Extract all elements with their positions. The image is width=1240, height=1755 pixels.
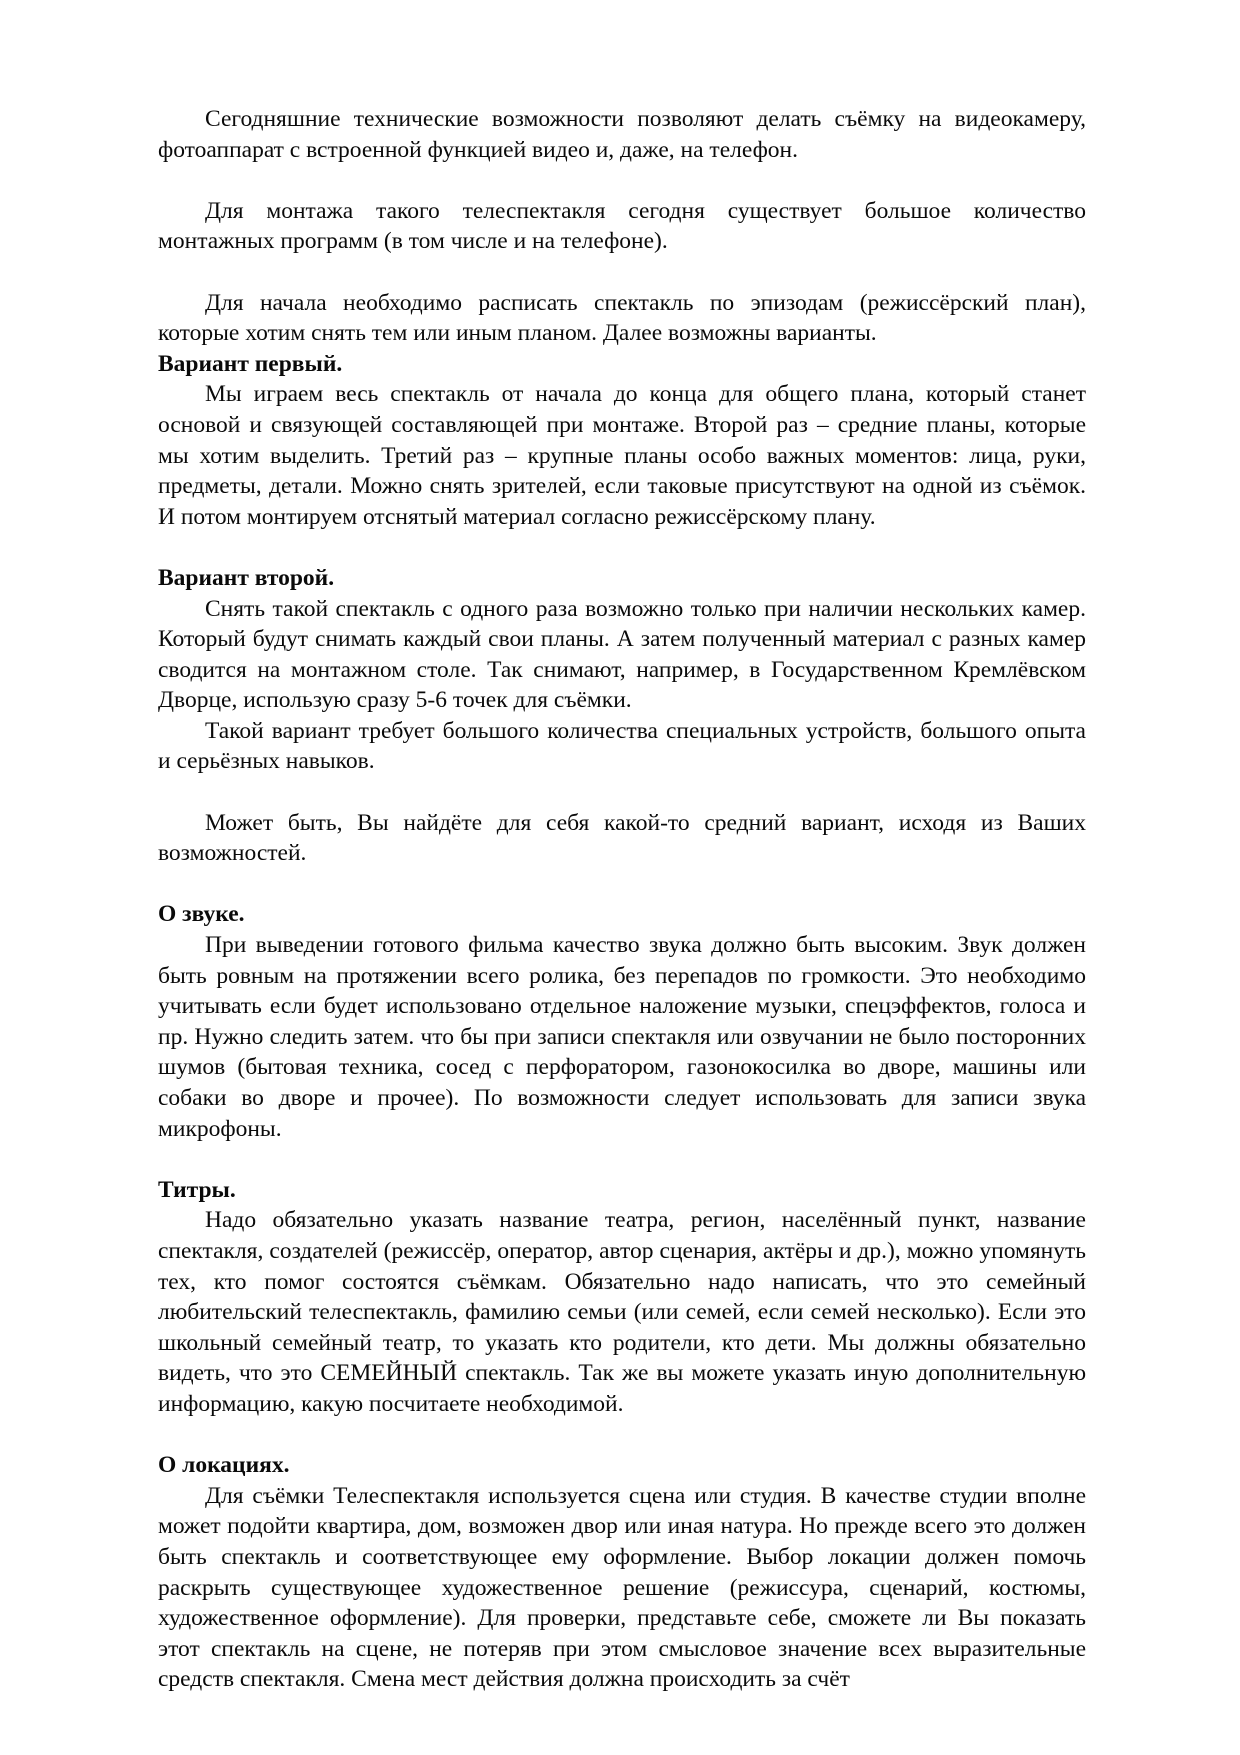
paragraph-spacer <box>158 1420 1086 1451</box>
section-heading: О звуке. <box>158 901 245 928</box>
section-heading: Титры. <box>158 1176 236 1203</box>
body-paragraph: Может быть, Вы найдёте для себя какой-то средний вариант, исходя из Ваших возможностей. <box>158 809 1086 867</box>
section-heading: Вариант первый. <box>158 350 343 377</box>
body-paragraph: Надо обязательно указать название театра, регион, населённый пункт, название спектакля, создателей (режиссёр, оператор, автор сценария, актёры и др.), можно упомянуть тех, кто помог состоятся съёмкам. Обязательно надо написать, что это семейный любительский телеспектакль, фамилию семьи (или семей, если семей несколько). Если это школьный семейный театр, то указать кто родители, кто дети. Мы должны обязательно видеть, что это СЕМЕЙНЫЙ спектакль. Так же вы можете указать иную дополнительную информацию, какую посчитаете необходимой. <box>158 1207 1086 1417</box>
body-paragraph: Для монтажа такого телеспектакля сегодня существует большое количество монтажных программ (в том числе и на телефоне). <box>158 197 1086 255</box>
body-paragraph: Снять такой спектакль с одного раза возможно только при наличии нескольких камер. Который будут снимать каждый свои планы. А затем полученный материал с разных камер сводится на монтажном столе. Так снимают, например, в Государственном Кремлёвском Дворце, использую сразу 5-6 точек для съёмки. <box>158 595 1086 714</box>
section-heading: Вариант второй. <box>158 564 335 591</box>
paragraph-spacer <box>158 777 1086 808</box>
body-paragraph: Для начала необходимо расписать спектакль по эпизодам (режиссёрский план), которые хотим снять тем или иным планом. Далее возможны варианты. <box>158 289 1086 347</box>
body-paragraph: Сегодняшние технические возможности позволяют делать съёмку на видеокамеру, фотоаппарат с встроенной функцией видео и, даже, на телефон. <box>158 106 1086 163</box>
paragraph-spacer <box>158 869 1086 900</box>
body-paragraph: Такой вариант требует большого количества специальных устройств, большого опыта и серьёзных навыков. <box>158 717 1086 775</box>
paragraph-spacer <box>158 1144 1086 1175</box>
body-paragraph: Для съёмки Телеспектакля используется сцена или студия. В качестве студии вполне может подойти квартира, дом, возможен двор или иная натура. Но прежде всего это должен быть спектакль и соответствующее ему оформление. Выбор локации должен помочь раскрыть существующее художественное решение (режиссура, сценарий, костюмы, художественное оформление). Для проверки, представьте себе, сможете ли Вы показать этот спектакль на сцене, не потеряв при этом смысловое значение всех выразительные средств спектакля. Смена мест действия должна происходить за счёт <box>158 1482 1086 1693</box>
section-heading: О локациях. <box>158 1452 290 1479</box>
paragraph-spacer <box>158 165 1086 196</box>
body-paragraph: При выведении готового фильма качество звука должно быть высоким. Звук должен быть ровным на протяжении всего ролика, без перепадов по громкости. Это необходимо учитывать если будет использовано отдельное наложение музыки, спецэффектов, голоса и пр. Нужно следить затем. что бы при записи спектакля или озвучании не было посторонних шумов (бытовая техника, сосед с перфоратором, газонокосилка во дворе, машины или собаки во дворе и прочее). По возможности следует использовать для записи звука микрофоны. <box>158 932 1086 1142</box>
paragraph-spacer <box>158 532 1086 563</box>
paragraph-spacer <box>158 257 1086 288</box>
body-paragraph: Мы играем весь спектакль от начала до конца для общего плана, который станет основой и связующей составляющей при монтаже. Второй раз – средние планы, которые мы хотим выделить. Третий раз – крупные планы особо важных моментов: лица, руки, предметы, детали. Можно снять зрителей, если таковые присутствуют на одной из съёмок. И потом монтируем отснятый материал согласно режиссёрскому плану. <box>158 381 1086 530</box>
document-body <box>158 104 1086 1695</box>
